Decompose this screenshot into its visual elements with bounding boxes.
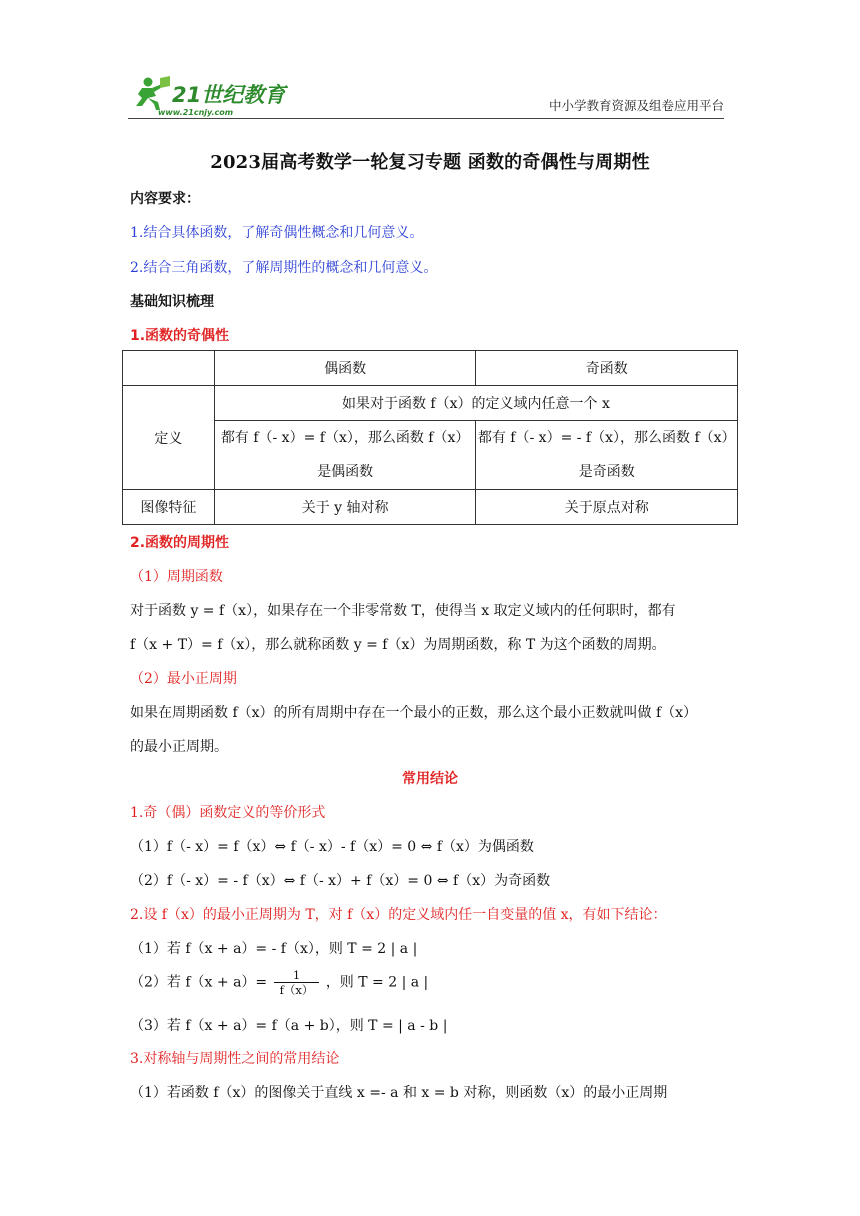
document-title: 2023届高考数学一轮复习专题 函数的奇偶性与周期性 [210, 152, 650, 173]
even-definition-line-2: 是偶函数 [317, 464, 374, 480]
conclusion-2-item-2-suffix: ，则 T = 2 | a | [325, 974, 429, 991]
conclusion-1-heading: 1.奇（偶）函数定义的等价形式 [130, 805, 326, 821]
header-divider [128, 118, 724, 119]
conclusion-3-heading: 3.对称轴与周期性之间的常用结论 [130, 1051, 340, 1067]
requirement-item-2: 2.结合三角函数，了解周期性的概念和几何意义。 [130, 260, 438, 276]
conclusion-2-item-2-prefix: （2）若 f（x + a）= [130, 974, 268, 991]
periodic-sub2-line-2: 的最小正周期。 [130, 739, 228, 755]
even-definition-line-1: 都有 f（- x）= f（x），那么函数 f（x） [220, 430, 470, 446]
requirements-heading: 内容要求： [130, 191, 200, 207]
page-header [128, 70, 724, 120]
fraction [274, 968, 320, 997]
fraction-denominator: f（x） [279, 983, 314, 997]
table-definition-common: 如果对于函数 f（x）的定义域内任意一个 x [214, 386, 737, 421]
basics-heading: 基础知识梳理 [130, 294, 214, 310]
conclusion-3-item-1: （1）若函数 f（x）的图像关于直线 x =- a 和 x = b 对称，则函数（x）的最小正周期 [130, 1085, 668, 1101]
header-platform-text: 中小学教育资源及组卷应用平台 [548, 98, 724, 113]
table-even-definition [214, 421, 476, 490]
periodic-heading: 2.函数的周期性 [130, 535, 230, 551]
table-header-odd: 奇函数 [476, 351, 738, 386]
table-header-even: 偶函数 [214, 351, 476, 386]
parity-table [122, 350, 738, 525]
periodic-sub1-line-2: f（x + T）= f（x），那么就称函数 y = f（x）为周期函数，称 T 为这个函数的周期。 [130, 637, 666, 653]
conclusion-2-heading: 2.设 f（x）的最小正周期为 T，对 f（x）的定义域内任一自变量的值 x，有如下结论： [130, 907, 667, 923]
conclusion-1-item-2: （2）f（- x）= - f（x）⇔ f（- x）+ f（x）= 0 ⇔ f（x）为奇函数 [130, 873, 551, 889]
parity-heading: 1.函数的奇偶性 [130, 328, 230, 344]
periodic-sub1-line-1: 对于函数 y = f（x），如果存在一个非零常数 T，使得当 x 取定义域内的任何职时，都有 [130, 603, 676, 619]
conclusion-1-item-1: （1）f（- x）= f（x）⇔ f（- x）- f（x）= 0 ⇔ f（x）为偶函数 [130, 839, 534, 855]
conclusion-2-item-3: （3）若 f（x + a）= f（a + b），则 T = | a - b | [130, 1018, 448, 1034]
fraction-numerator: 1 [274, 968, 320, 983]
table-corner-cell [123, 351, 215, 386]
logo-text: 21世纪教育 [172, 83, 286, 107]
table-odd-graph: 关于原点对称 [476, 490, 738, 525]
logo-url: www.21cnjy.com [158, 108, 234, 117]
periodic-sub2-line-1: 如果在周期函数 f（x）的所有周期中存在一个最小的正数，那么这个最小正数就叫做 f（x） [130, 705, 698, 721]
odd-definition-line-2: 是奇函数 [578, 464, 635, 480]
conclusion-2-item-1: （1）若 f（x + a）= - f（x），则 T = 2 | a | [130, 941, 418, 957]
conclusions-heading: 常用结论 [402, 771, 458, 787]
table-row-label-definition: 定义 [123, 386, 215, 490]
periodic-sub2-heading: （2）最小正周期 [130, 671, 237, 687]
requirement-item-1: 1.结合具体函数，了解奇偶性概念和几何意义。 [130, 225, 424, 241]
periodic-sub1-heading: （1）周期函数 [130, 569, 223, 585]
table-row-label-graph: 图像特征 [123, 490, 215, 525]
conclusion-2-item-2 [130, 968, 428, 997]
odd-definition-line-1: 都有 f（- x）= - f（x），那么函数 f（x） [477, 430, 736, 446]
table-even-graph: 关于 y 轴对称 [214, 490, 476, 525]
table-odd-definition [476, 421, 738, 490]
logo-21cnjy [128, 72, 298, 118]
